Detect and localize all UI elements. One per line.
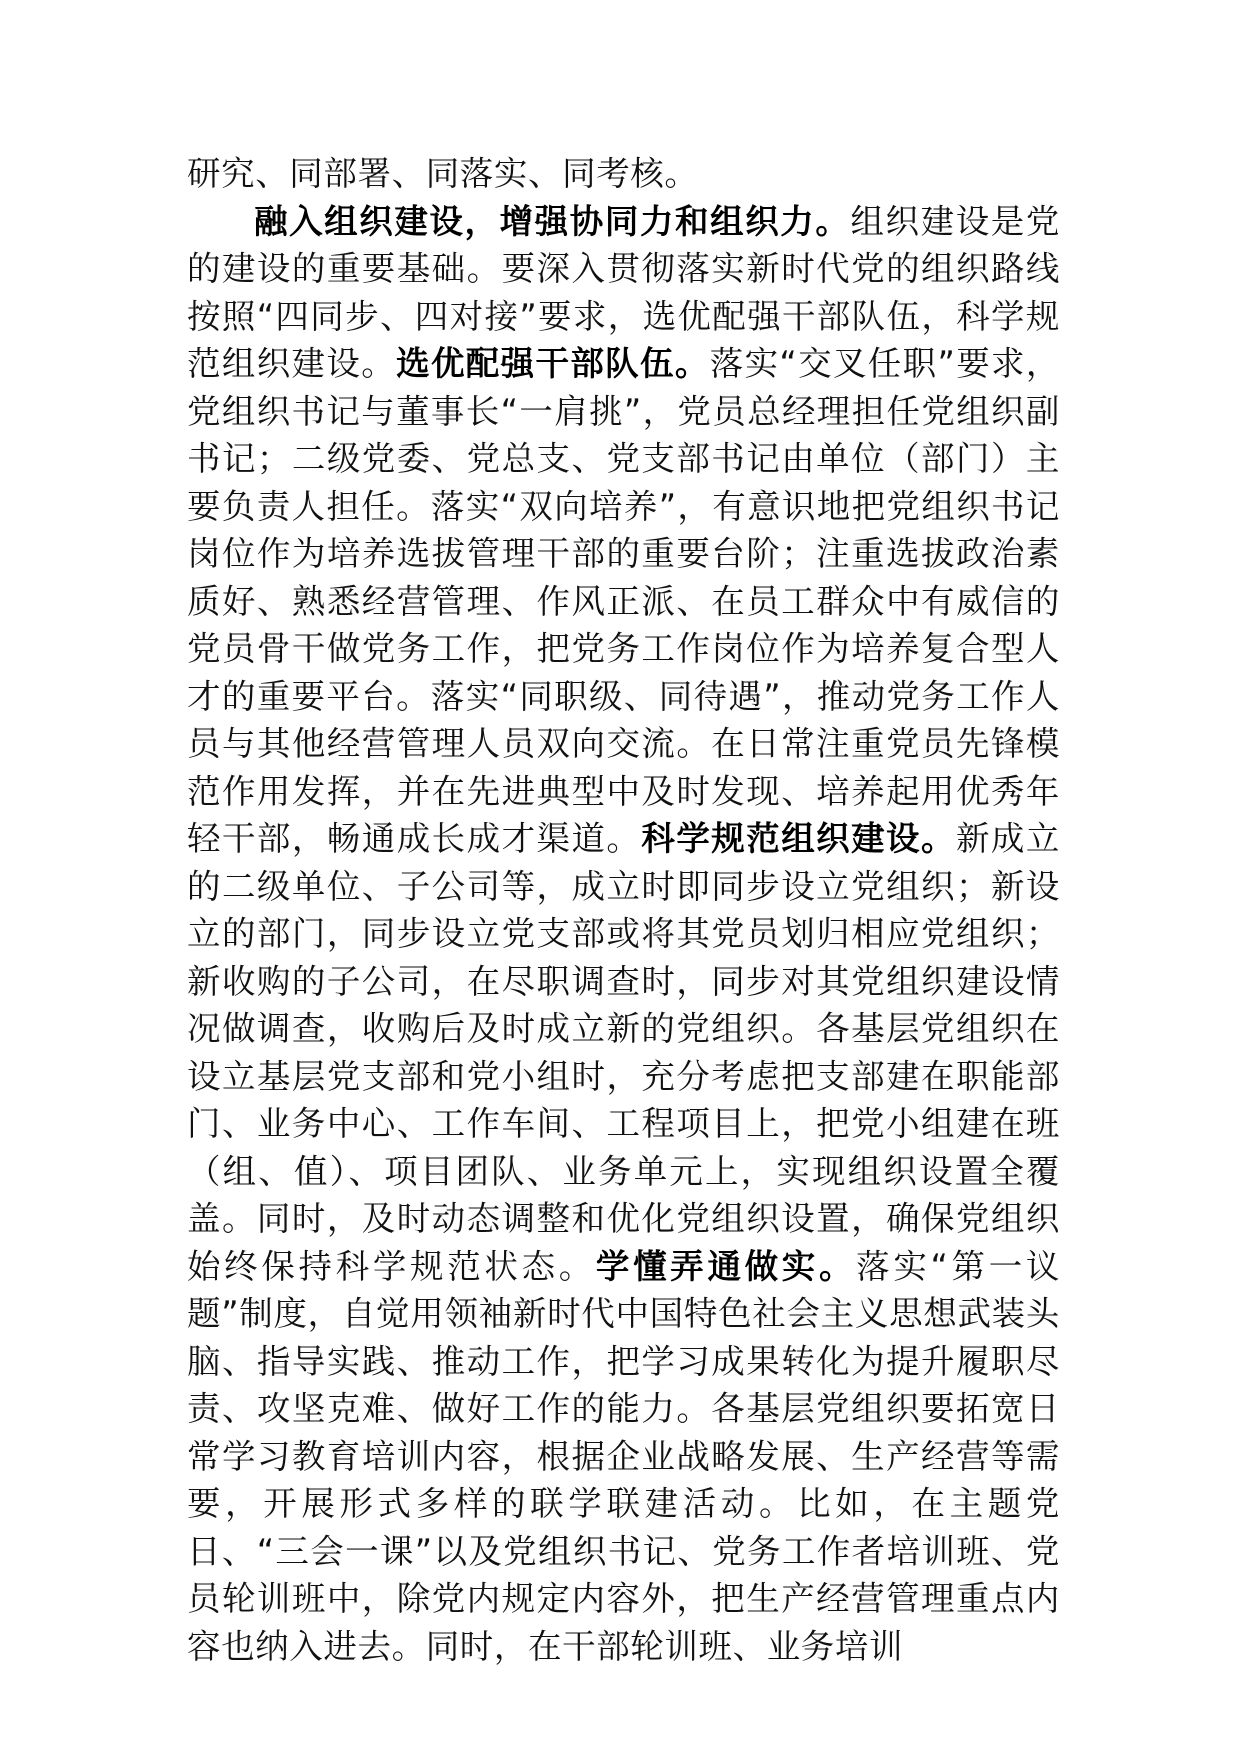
paragraph-text-cadre-team: 落实“交叉任职”要求，党组织书记与董事长“一肩挑”，党员总经理担任党组织副书记；二级党委、党总支、党支部书记由单位（部门）主要负责人担任。落实“双向培养”，有意识地把党组织书记岗位作为培养选拔管理干部的重要台阶；注重选拔政治素质好、熟悉经营管理、作风正派、在员工群众中有威信的党员骨干做党务工作，把党务工作岗位作为培养复合型人才的重要平台。落实“同职级、同待遇”，推动党务工作人员与其他经营管理人员双向交流。在日常注重党员先锋模范作用发挥，并在先进典型中及时发现、培养起用优秀年轻干部，畅通成长成才渠道。 (187, 344, 1060, 858)
organization-building-paragraph (187, 198, 1060, 1671)
paragraph-heading: 融入组织建设，增强协同力和组织力。 (254, 201, 851, 241)
continuation-text: 研究、同部署、同落实、同考核。 (187, 154, 699, 193)
subheading-cadre-team: 选优配强干部队伍。 (396, 344, 710, 383)
paragraph-text-study-practice: 落实“第一议题”制度，自觉用领袖新时代中国特色社会主义思想武装头脑、指导实践、推动工作，把学习成果转化为提升履职尽责、攻坚克难、做好工作的能力。各基层党组织要拓宽日常学习教育培训内容，根据企业战略发展、生产经营等需要，开展形式多样的联学联建活动。比如，在主题党日、“三会一课”以及党组织书记、党务工作者培训班、党员轮训班中，除党内规定内容外，把生产经营管理重点内容也纳入进去。同时，在干部轮训班、业务培训 (187, 1246, 1060, 1666)
document-body (187, 150, 1060, 1670)
paragraph-text-organization-standardization: 新成立的二级单位、子公司等，成立时即同步设立党组织；新设立的部门，同步设立党支部或将其党员划归相应党组织；新收购的子公司，在尽职调查时，同步对其党组织建设情况做调查，收购后及时成立新的党组织。各基层党组织在设立基层党支部和党小组时，充分考虑把支部建在职能部门、业务中心、工作车间、工程项目上，把党小组建在班（组、值）、项目团队、业务单元上，实现组织设置全覆盖。同时，及时动态调整和优化党组织设置，确保党组织始终保持科学规范状态。 (187, 819, 1060, 1286)
paragraph-text-intro: 组织建设是党的建设的重要基础。要深入贯彻落实新时代党的组织路线按照“四同步、四对接”要求，选优配强干部队伍，科学规范组织建设。 (187, 201, 1060, 383)
continuation-paragraph (187, 150, 1060, 198)
subheading-study-practice: 学懂弄通做实。 (595, 1246, 857, 1286)
subheading-organization-standardization: 科学规范组织建设。 (641, 819, 956, 858)
